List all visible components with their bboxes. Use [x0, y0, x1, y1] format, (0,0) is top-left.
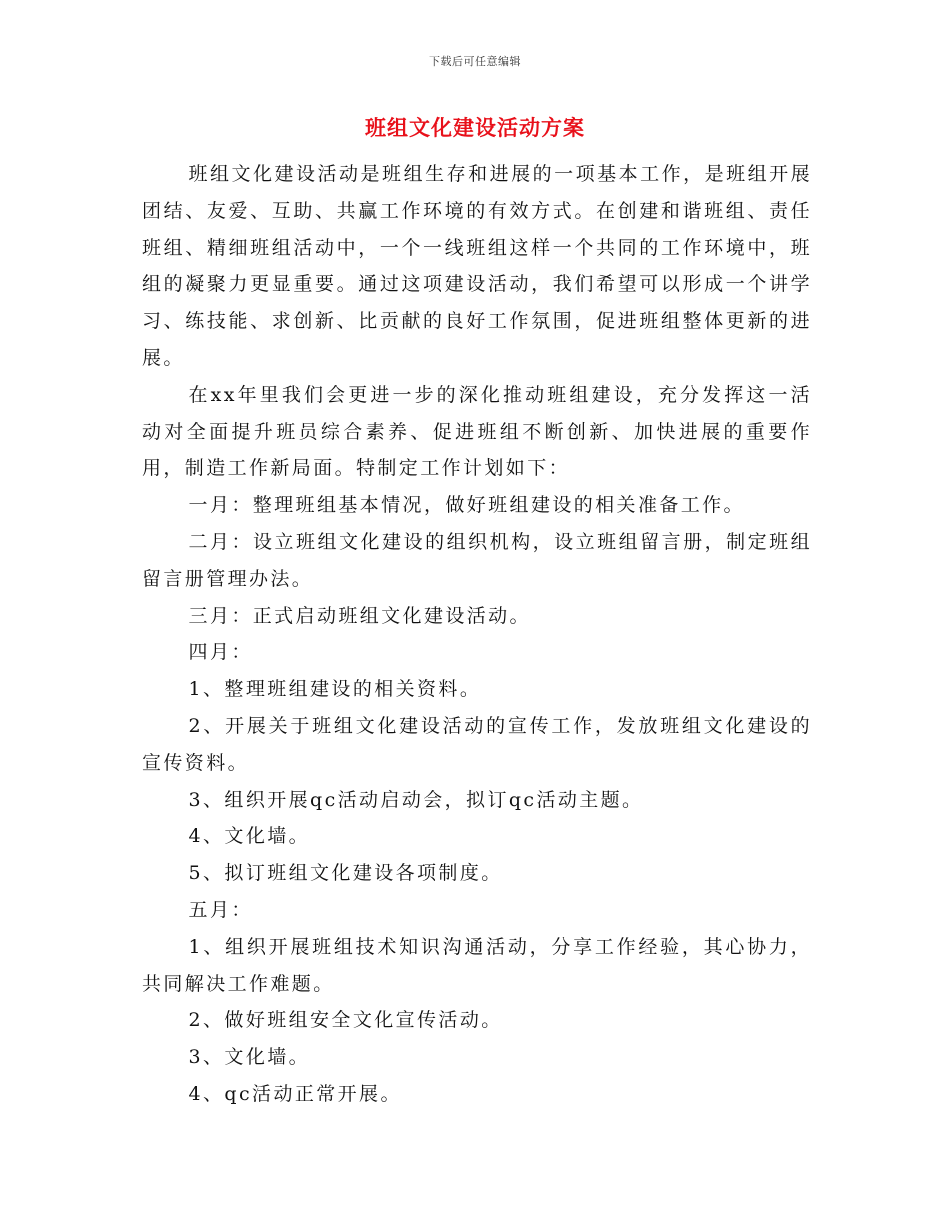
- header-note: 下载后可任意编辑: [429, 55, 521, 68]
- paragraph-plan: 在xx年里我们会更进一步的深化推动班组建设，充分发挥这一活动对全面提升班员综合素养、促进班组不断创新、加快进展的重要作用，制造工作新局面。特制定工作计划如下：: [142, 383, 812, 480]
- list-item: 2、做好班组安全文化宣传活动。: [188, 1009, 503, 1032]
- paragraph-march: 三月：正式启动班组文化建设活动。: [188, 604, 531, 627]
- document-title: 班组文化建设活动方案: [365, 115, 585, 140]
- list-item: 4、文化墙。: [188, 825, 311, 848]
- list-item: 4、qc活动正常开展。: [188, 1082, 402, 1105]
- list-item: 5、拟订班组文化建设各项制度。: [188, 862, 503, 885]
- list-item: 2、开展关于班组文化建设活动的宣传工作，发放班组文化建设的宣传资料。: [142, 714, 812, 774]
- paragraph-april-heading: 四月：: [188, 641, 253, 664]
- paragraph-january: 一月：整理班组基本情况，做好班组建设的相关准备工作。: [188, 494, 745, 517]
- list-item: 1、整理班组建设的相关资料。: [188, 678, 482, 701]
- paragraph-may-heading: 五月：: [188, 898, 253, 921]
- list-item: 3、文化墙。: [188, 1046, 311, 1069]
- paragraph-february: 二月：设立班组文化建设的组织机构，设立班组留言册，制定班组留言册管理办法。: [142, 530, 812, 590]
- document-body: [142, 156, 812, 1113]
- list-item: 3、组织开展qc活动启动会，拟订qc活动主题。: [188, 788, 644, 811]
- list-item: 1、组织开展班组技术知识沟通活动，分享工作经验，其心协力，共同解决工作难题。: [142, 935, 812, 995]
- paragraph-intro: 班组文化建设活动是班组生存和进展的一项基本工作，是班组开展团结、友爱、互助、共赢工作环境的有效方式。在创建和谐班组、责任班组、精细班组活动中，一个一线班组这样一个共同的工作环境中，班组的凝聚力更显重要。通过这项建设活动，我们希望可以形成一个讲学习、练技能、求创新、比贡献的良好工作氛围，促进班组整体更新的进展。: [142, 163, 812, 369]
